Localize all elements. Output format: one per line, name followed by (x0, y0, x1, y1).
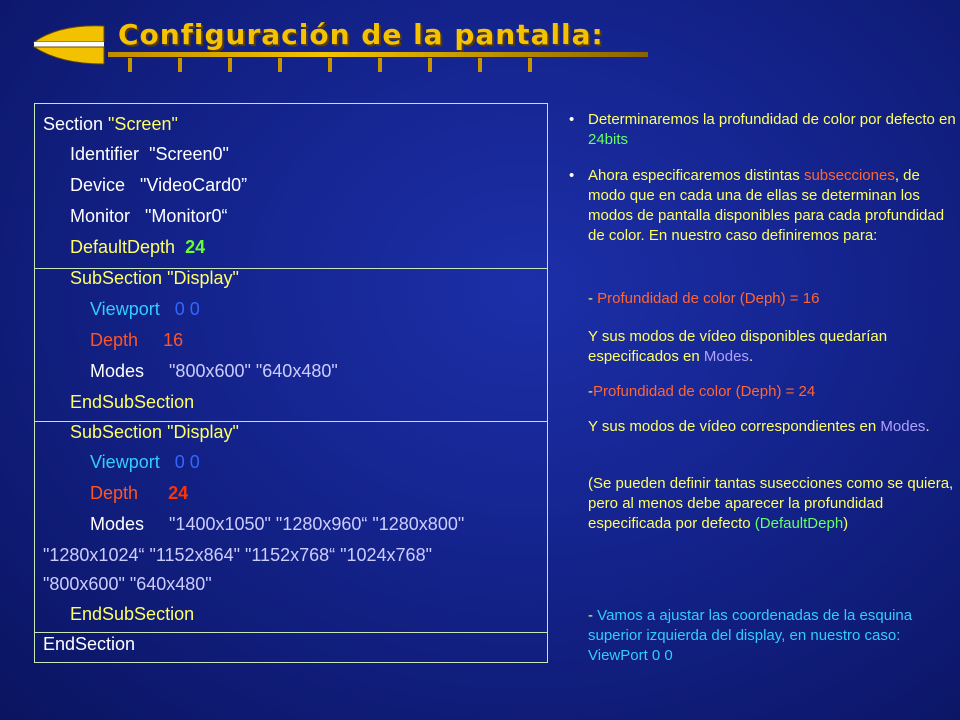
config-code-box (34, 103, 548, 663)
keyword: Depth (90, 483, 144, 503)
code-line-viewport-1 (90, 297, 200, 321)
title-area (108, 18, 648, 74)
code-line-endsection (43, 632, 135, 656)
note-text: Ahora especificaremos distintas (588, 167, 804, 184)
note-text-highlight: ViewPort 0 0 (588, 647, 673, 664)
value: "Monitor0“ (145, 206, 228, 226)
value: "800x600" "640x480" (169, 361, 338, 381)
value: 24 (185, 237, 206, 257)
value: 0 0 (174, 299, 200, 319)
code-line-modes-1 (90, 359, 338, 383)
keyword: Identifier (70, 144, 145, 164)
note-depth-16 (588, 289, 958, 309)
title-decoration (108, 58, 648, 78)
code-line-endsubsection-1 (70, 390, 194, 414)
note-text-highlight: (Deph) = 16 (739, 290, 820, 307)
keyword: EndSubSection (70, 392, 195, 412)
page-title: Configuración de la pantalla: (118, 18, 604, 51)
keyword: Viewport (90, 452, 165, 472)
value: "Screen0" (149, 144, 229, 164)
bullet-icon: • (569, 111, 575, 128)
note-text-highlight: Modes (703, 348, 749, 365)
value: 24 (168, 483, 189, 503)
note-text-highlight: (DefaultDeph (754, 515, 844, 532)
note-text: - (588, 383, 593, 400)
slide-logo-icon (30, 20, 110, 70)
note-text-highlight: (Deph) = 24 (735, 383, 816, 400)
note-bullet-1 (569, 110, 958, 150)
note-text: - (588, 607, 598, 624)
note-text: , de modo que en cada una de ellas se determinan los modos de pantalla disponibles para cada profundidad de color. En nuestro caso definiremos para: (588, 167, 945, 244)
code-line-depth-1 (90, 328, 183, 352)
code-line-monitor (70, 204, 227, 228)
value: "VideoCard0” (140, 175, 248, 195)
note-modes-24 (588, 417, 958, 437)
note-bullet-2 (569, 166, 958, 246)
note-modes-16 (588, 327, 958, 367)
value: "Screen" (108, 114, 178, 134)
note-text: - (588, 290, 598, 307)
note-text: Y sus modos de vídeo correspondientes en (588, 418, 881, 435)
code-line-subsection-1 (70, 266, 239, 290)
value: "1400x1050" "1280x960“ "1280x800" (169, 514, 465, 534)
code-line-identifier (70, 142, 229, 166)
keyword: EndSubSection (70, 604, 195, 624)
value: 16 (163, 330, 184, 350)
note-text-highlight: Profundidad de color (593, 383, 736, 400)
keyword: Modes (90, 514, 150, 534)
value: "Display" (167, 268, 239, 288)
note-text-highlight: subsecciones (803, 167, 895, 184)
code-line-modes-2-cont-1: "1280x1024“ "1152x864" "1152x768“ "1024x768" (43, 545, 432, 565)
note-viewport (588, 606, 958, 666)
note-text: (Se pueden definir tantas susecciones como se quiera, pero al menos debe aparecer la profundidad especificada por defecto (588, 475, 954, 532)
note-text-highlight: 24bits (588, 131, 629, 148)
note-text-highlight: Modes (880, 418, 926, 435)
keyword: DefaultDepth (70, 237, 181, 257)
code-line-defaultdepth (70, 235, 205, 259)
keyword: Device (70, 175, 131, 195)
note-text: . (925, 418, 930, 435)
keyword: Depth (90, 330, 144, 350)
code-line-subsection-2 (70, 420, 239, 444)
note-text: . (748, 348, 754, 365)
keyword: EndSection (43, 634, 136, 654)
code-line-device (70, 173, 247, 197)
note-text: Determinaremos la profundidad de color por defecto en (588, 111, 956, 128)
code-line-depth-2 (90, 481, 188, 505)
keyword: Section (43, 114, 109, 134)
title-underline (108, 52, 648, 57)
code-line-modes-2 (90, 512, 464, 536)
code-line-modes-2-cont-2: "800x600" "640x480" (43, 574, 212, 594)
keyword: SubSection (70, 268, 168, 288)
keyword: SubSection (70, 422, 168, 442)
keyword: Modes (90, 361, 150, 381)
note-depth-24 (588, 382, 958, 402)
code-line-viewport-2 (90, 450, 200, 474)
keyword: Monitor (70, 206, 136, 226)
code-line-endsubsection-2 (70, 602, 194, 626)
note-text-highlight: Profundidad de color (597, 290, 740, 307)
value: "Display" (167, 422, 239, 442)
note-subsections-info (588, 474, 958, 534)
note-text-highlight: Vamos a ajustar las coordenadas de la esquina superior izquierda del display, en nuestro caso: (588, 607, 913, 644)
bullet-icon: • (569, 167, 575, 184)
value: 0 0 (174, 452, 200, 472)
code-line-section (43, 112, 178, 136)
keyword: Viewport (90, 299, 165, 319)
note-text: Y sus modos de vídeo disponibles quedarían especificados en (588, 328, 888, 365)
note-text: ) (843, 515, 849, 532)
